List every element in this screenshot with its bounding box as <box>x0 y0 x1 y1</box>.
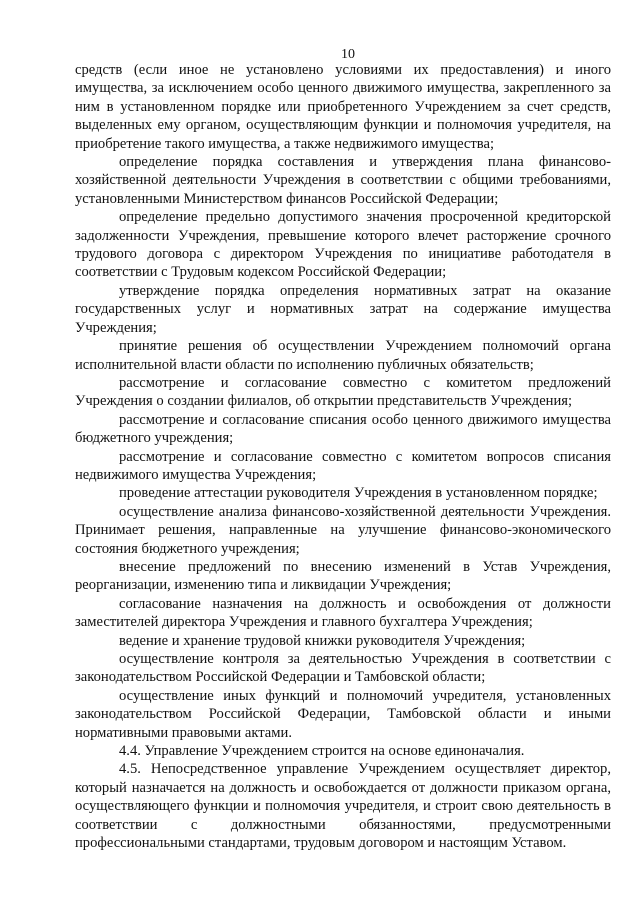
paragraph: утверждение порядка определения нормативных затрат на оказание государственных услуг и нормативных затрат на содержание имущества Учреждения; <box>75 282 611 336</box>
page-number: 10 <box>341 47 355 62</box>
paragraph: осуществление иных функций и полномочий учредителя, установленных законодательством Российской Федерации, Тамбовской области и иными нормативными правовыми актами. <box>75 687 611 741</box>
paragraph: осуществление анализа финансово-хозяйственной деятельности Учреждения. Принимает решения, направленные на улучшение финансово-экономического состояния бюджетного учреждения; <box>75 503 611 557</box>
paragraph: рассмотрение и согласование списания особо ценного движимого имущества бюджетного учреждения; <box>75 411 611 447</box>
paragraph: 4.5. Непосредственное управление Учреждением осуществляет директор, который назначается на должность и освобождается от должности приказом органа, осуществляющего функции и полномочия учредителя, и строит свою деятельность в соответствии с должностными обязанностями, предусмотренными профессиональными стандартами, трудовым договором и настоящим Уставом. <box>75 761 611 852</box>
paragraph: рассмотрение и согласование совместно с комитетом предложений Учреждения о создании филиалов, об открытии представительств Учреждения; <box>75 374 611 410</box>
paragraph: согласование назначения на должность и освобождения от должности заместителей директора Учреждения и главного бухгалтера Учреждения; <box>75 595 611 631</box>
document-body <box>75 61 611 852</box>
paragraph: проведение аттестации руководителя Учреждения в установленном порядке; <box>119 485 598 502</box>
paragraph: ведение и хранение трудовой книжки руководителя Учреждения; <box>119 632 526 649</box>
paragraph: рассмотрение и согласование совместно с комитетом вопросов списания недвижимого имущества Учреждения; <box>75 448 611 483</box>
paragraph: принятие решения об осуществлении Учреждением полномочий органа исполнительной власти области по исполнению публичных обязательств; <box>75 338 611 373</box>
paragraph: осуществление контроля за деятельностью Учреждения в соответствии с законодательством Российской Федерации и Тамбовской области; <box>75 651 611 686</box>
paragraph: внесение предложений по внесению изменений в Устав Учреждения, реорганизации, изменению типа и ликвидации Учреждения; <box>75 558 611 594</box>
paragraph: определение порядка составления и утверждения плана финансово-хозяйственной деятельности Учреждения в соответствии с общими требованиями, установленными Министерством финансов Российской Федерации; <box>75 154 611 207</box>
paragraph: средств (если иное не установлено условиями их предоставления) и иного имущества, за исключением особо ценного движимого имущества, закрепленного за ним в установленном порядке или приобретенного Учреждением за счет средств, выделенных ему органом, осуществляющим функции и полномочия учредителя, на приобретение такого имущества, а также недвижимого имущества; <box>75 62 611 152</box>
paragraph: определение предельно допустимого значения просроченной кредиторской задолженности Учреждения, превышение которого влечет расторжение срочного трудового договора с директором Учреждения по инициативе работодателя в соответствии с Трудовым кодексом Российской Федерации; <box>75 209 611 281</box>
paragraph: 4.4. Управление Учреждением строится на основе единоначалия. <box>119 743 525 760</box>
